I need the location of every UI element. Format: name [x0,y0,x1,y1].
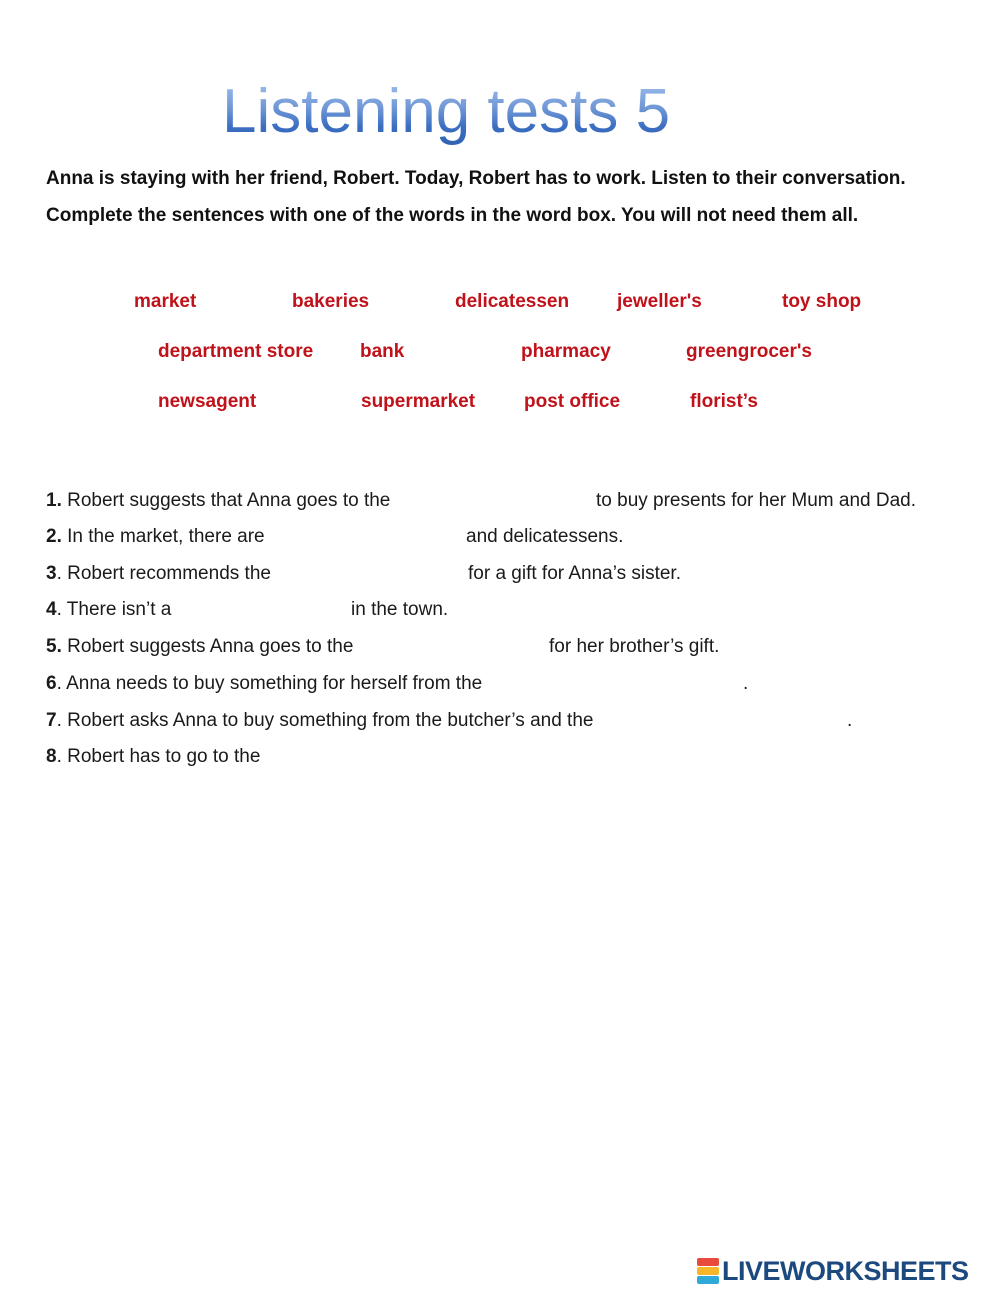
question-text: Robert suggests Anna goes to the [61,636,354,657]
question-number: 7 [46,710,57,731]
question-2 [46,525,265,549]
answer-blank-8[interactable] [294,746,484,768]
answer-blank-3[interactable] [305,563,460,585]
question-text: Robert suggests that Anna goes to the [61,490,391,511]
word-department-store: department store [158,341,314,362]
answer-blank-4[interactable] [195,599,343,621]
question-text: . Robert recommends the [56,563,271,584]
answer-blank-2[interactable] [298,526,458,548]
word-greengrocers: greengrocer's [686,341,812,362]
question-number: 8 [46,746,57,767]
question-text: . There isn’t a [56,599,172,620]
question-2-after: and delicatessens. [466,526,624,547]
question-6-after: . [743,673,749,694]
word-newsagent: newsagent [158,391,257,412]
question-number: 5. [46,636,62,657]
question-8 [46,745,260,769]
word-bank: bank [360,341,405,362]
question-5-after: for her brother’s gift. [549,636,720,657]
question-7-after: . [847,710,853,731]
question-text: In the market, there are [61,526,265,547]
question-4 [46,598,171,622]
answer-blank-7[interactable] [665,710,840,732]
question-number: 6 [46,673,57,694]
brand-name: LIVEWORKSHEETS [722,1256,969,1286]
answer-blank-1[interactable] [438,490,588,512]
word-florists: florist’s [690,391,758,412]
question-1 [46,489,390,513]
word-jewellers: jeweller's [617,291,702,312]
answer-blank-5[interactable] [398,636,541,658]
word-post-office: post office [524,391,621,412]
question-number: 2. [46,526,62,547]
question-3 [46,562,271,586]
question-6 [46,672,482,696]
word-delicatessen: delicatessen [455,291,570,312]
question-number: 4 [46,599,57,620]
question-number: 1. [46,490,62,511]
word-pharmacy: pharmacy [521,341,611,362]
question-text: . Anna needs to buy something for herself from the [56,673,483,694]
word-supermarket: supermarket [361,391,476,412]
answer-blank-6[interactable] [542,673,737,695]
question-5 [46,635,353,659]
question-text: . Robert has to go to the [56,746,261,767]
question-number: 3 [46,563,57,584]
word-market: market [134,291,197,312]
instructions-text: Anna is staying with her friend, Robert. Today, Robert has to work. Listen to their conversation. Complete the sentences with one of the words in the word box. You will not need them all. [46,168,906,226]
question-3-after: for a gift for Anna’s sister. [468,563,681,584]
question-text: . Robert asks Anna to buy something from the butcher’s and the [56,710,594,731]
liveworksheets-logo [697,1257,969,1285]
word-bakeries: bakeries [292,291,370,312]
word-toy-shop: toy shop [782,291,862,312]
question-1-after: to buy presents for her Mum and Dad. [596,490,916,511]
worksheet-title: Listening tests 5 [222,77,671,146]
question-7 [46,709,593,733]
liveworksheets-logo-icon [697,1258,719,1284]
question-4-after: in the town. [351,599,449,620]
